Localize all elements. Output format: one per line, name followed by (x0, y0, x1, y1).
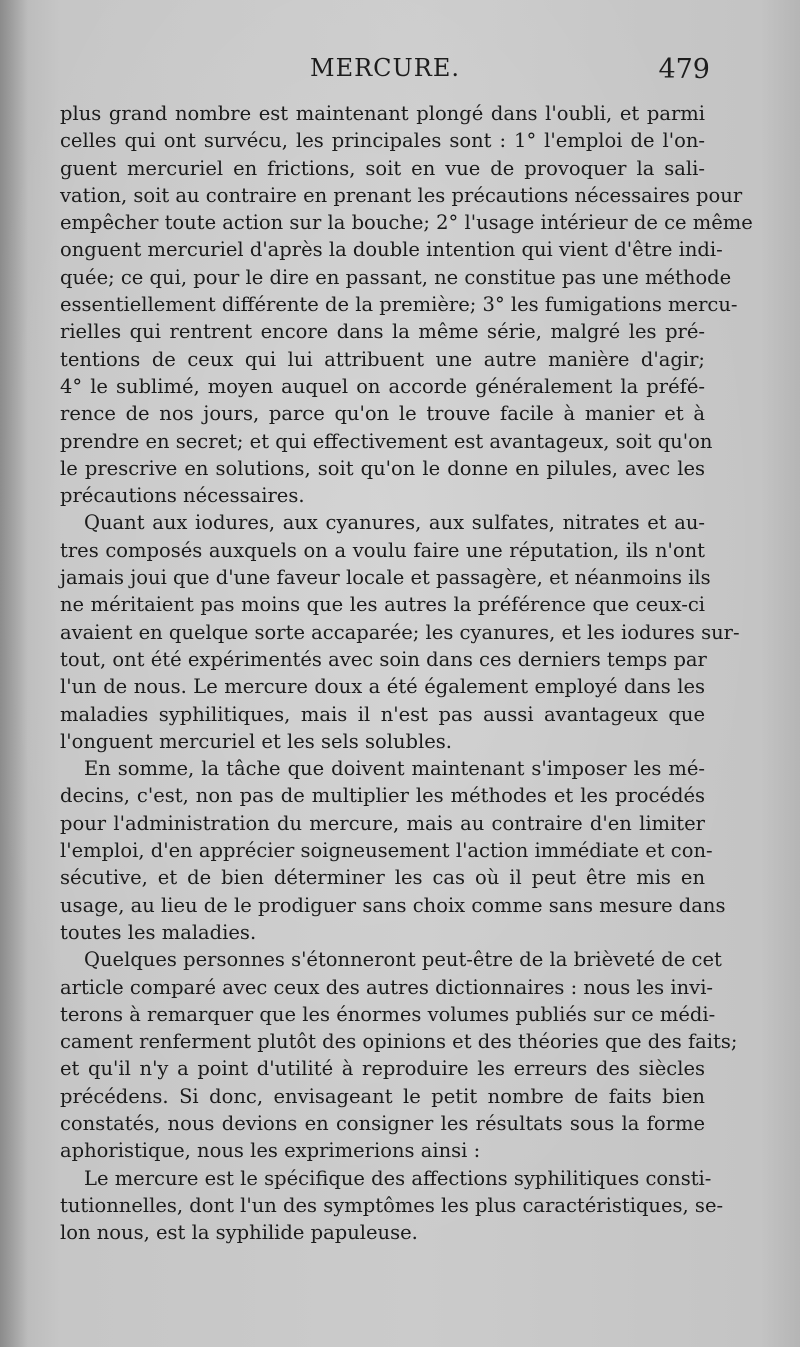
text-line: précédens. Si donc, envisageant le petit nombre de faits bien (60, 1084, 705, 1108)
text-line: Quelques personnes s'étonneront peut-être de la brièveté de cet (84, 948, 722, 972)
text-line: toutes les maladies. (60, 920, 257, 944)
spine-shadow (0, 0, 28, 1347)
text-line: tentions de ceux qui lui attribuent une autre manière d'agir; (60, 347, 705, 371)
text-line: Quant aux iodures, aux cyanures, aux sulfates, nitrates et au- (84, 511, 705, 535)
text-line: En somme, la tâche que doivent maintenant s'imposer les mé- (84, 757, 705, 781)
text-line: tres composés auxquels on a voulu faire une réputation, ils n'ont (60, 538, 705, 562)
text-line: Le mercure est le spécifique des affections syphilitiques consti- (84, 1166, 712, 1190)
text-line: constatés, nous devions en consigner les résultats sous la forme (60, 1111, 705, 1135)
text-line: tutionnelles, dont l'un des symptômes les plus caractéristiques, se- (60, 1193, 724, 1217)
text-line: ne méritaient pas moins que les autres la préférence que ceux-ci (60, 593, 705, 617)
text-line: aphoristique, nous les exprimerions ainsi : (60, 1139, 481, 1163)
text-line: tout, ont été expérimentés avec soin dans ces derniers temps par (60, 647, 707, 671)
body-text (60, 100, 753, 1246)
page-header (60, 54, 710, 94)
text-line: quée; ce qui, pour le dire en passant, ne constitue pas une méthode (60, 265, 732, 289)
text-line: avaient en quelque sorte accaparée; les cyanures, et les iodures sur- (60, 620, 740, 644)
text-line: pour l'administration du mercure, mais au contraire d'en limiter (60, 811, 705, 835)
text-line: onguent mercuriel d'après la double intention qui vient d'être indi- (60, 238, 723, 262)
running-title: MERCURE. (310, 54, 460, 82)
text-line: le prescrive en solutions, soit qu'on le donne en pilules, avec les (60, 456, 705, 480)
text-line: l'emploi, d'en apprécier soigneusement l'action immédiate et con- (60, 839, 713, 863)
text-line: 4° le sublimé, moyen auquel on accorde généralement la préfé- (60, 374, 705, 398)
text-line: essentiellement différente de la première; 3° les fumigations mercu- (60, 293, 738, 317)
text-line: terons à remarquer que les énormes volumes publiés sur ce médi- (60, 1002, 716, 1026)
text-line: lon nous, est la syphilide papuleuse. (60, 1221, 418, 1245)
text-line: cament renferment plutôt des opinions et des théories que des faits; (60, 1030, 738, 1054)
text-line: jamais joui que d'une faveur locale et passagère, et néanmoins ils (60, 566, 711, 590)
text-line: prendre en secret; et qui effectivement est avantageux, soit qu'on (60, 429, 713, 453)
text-line: article comparé avec ceux des autres dictionnaires : nous les invi- (60, 975, 714, 999)
text-line: sécutive, et de bien déterminer les cas où il peut être mis en (60, 866, 705, 890)
text-line: rielles qui rentrent encore dans la même série, malgré les pré- (60, 320, 705, 344)
page-number: 479 (658, 54, 710, 85)
text-line: maladies syphilitiques, mais il n'est pas aussi avantageux que (60, 702, 705, 726)
text-line: empêcher toute action sur la bouche; 2° l'usage intérieur de ce même (60, 211, 753, 235)
text-line: et qu'il n'y a point d'utilité à reproduire les erreurs des siècles (60, 1057, 705, 1081)
text-line: l'onguent mercuriel et les sels solubles. (60, 729, 452, 753)
text-line: celles qui ont survécu, les principales sont : 1° l'emploi de l'on- (60, 129, 705, 153)
text-line: usage, au lieu de le prodiguer sans choix comme sans mesure dans (60, 893, 726, 917)
text-line: decins, c'est, non pas de multiplier les méthodes et les procédés (60, 784, 705, 808)
text-line: l'un de nous. Le mercure doux a été également employé dans les (60, 675, 705, 699)
text-line: guent mercuriel en frictions, soit en vue de provoquer la sali- (60, 156, 705, 180)
text-line: vation, soit au contraire en prenant les précautions nécessaires pour (60, 183, 743, 207)
text-line: rence de nos jours, parce qu'on le trouve facile à manier et à (60, 402, 705, 426)
text-line: précautions nécessaires. (60, 484, 305, 508)
text-line: plus grand nombre est maintenant plongé dans l'oubli, et parmi (60, 102, 705, 125)
